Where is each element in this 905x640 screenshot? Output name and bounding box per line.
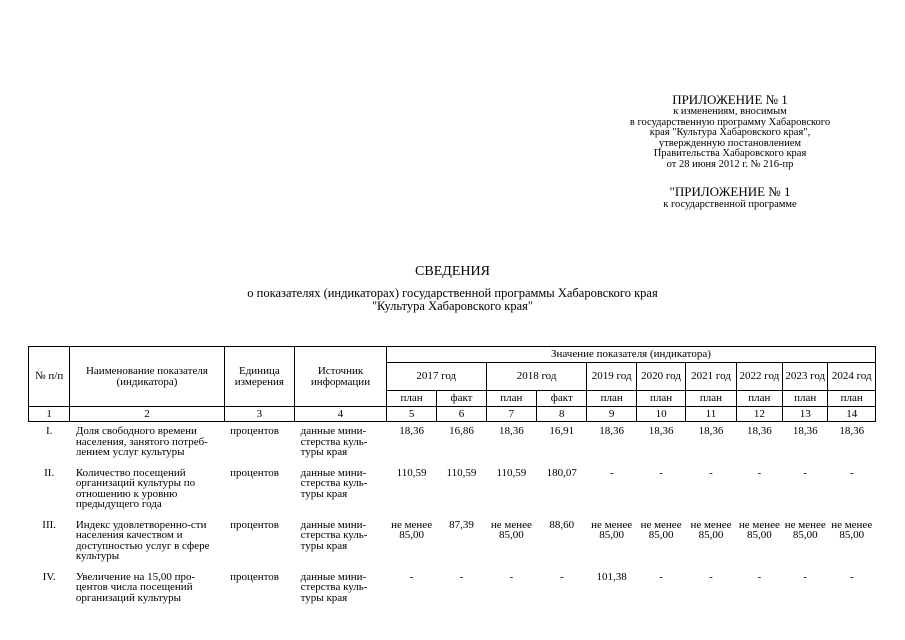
header-year-2021: 2021 год — [686, 363, 736, 391]
column-number: 13 — [783, 407, 828, 422]
appendix-line: в государственную программу Хабаровского — [629, 116, 831, 128]
header-fact: факт — [537, 391, 587, 407]
appendix-block — [600, 92, 860, 211]
value-cell: не менее 85,00 — [831, 518, 873, 541]
indicator-name: Доля свободного времени населения, занятого потреб-лением услуг культуры — [75, 425, 208, 458]
value-cell: - — [757, 466, 762, 479]
value-cell: не менее 85,00 — [591, 518, 633, 541]
unit-cell: процентов — [230, 466, 279, 479]
value-cell: 16,91 — [549, 425, 575, 437]
header-year-2023: 2023 год — [783, 363, 828, 391]
header-name: Наименование показателя (индикатора) — [70, 347, 224, 407]
value-cell: не менее 85,00 — [391, 518, 433, 541]
header-year-2020: 2020 год — [636, 363, 685, 391]
row-number: II. — [44, 466, 55, 479]
column-number-row — [29, 407, 876, 422]
column-number: 2 — [70, 407, 224, 422]
value-cell: - — [659, 570, 663, 583]
indicators-table — [28, 346, 876, 609]
subtitle-line-2: "Культура Хабаровского края" — [371, 299, 534, 313]
indicator-name: Количество посещений организаций культуры по отношению к уровню предыдущего года — [75, 466, 196, 510]
header-plan: план — [686, 391, 736, 407]
header-plan: план — [587, 391, 636, 407]
indicator-name: Индекс удовлетворенно-сти населения качеством и доступностью услуг в сфере культуры — [75, 518, 210, 562]
value-cell: 18,36 — [648, 425, 674, 437]
row-number: I. — [45, 425, 53, 437]
column-number: 6 — [437, 407, 486, 422]
value-cell: 18,36 — [599, 425, 625, 437]
source-cell: данные мини-стерства куль-туры края — [300, 425, 368, 458]
header-year-2019: 2019 год — [587, 363, 636, 391]
value-cell: 18,36 — [792, 425, 818, 437]
value-cell: - — [849, 466, 854, 479]
unit-cell: процентов — [230, 518, 279, 531]
source-cell: данные мини-стерства куль-туры края — [300, 570, 368, 604]
appendix-line: Правительства Хабаровского края — [653, 148, 807, 159]
value-cell: - — [709, 466, 713, 479]
program-appendix-title: "ПРИЛОЖЕНИЕ № 1 — [669, 184, 791, 199]
value-cell: 110,59 — [496, 466, 527, 479]
appendix-title: ПРИЛОЖЕНИЕ № 1 — [672, 92, 788, 107]
value-cell: не менее 85,00 — [490, 518, 532, 541]
appendix-line: к изменениям, вносимым — [673, 106, 787, 117]
header-source: Источник информации — [295, 347, 387, 407]
value-cell: - — [757, 570, 762, 583]
value-cell: - — [849, 570, 854, 583]
unit-cell: процентов — [230, 425, 279, 437]
value-cell: 18,36 — [839, 425, 865, 437]
appendix-line: утвержденную постановлением — [658, 137, 802, 149]
value-cell: - — [609, 466, 614, 479]
source-cell: данные мини-стерства куль-туры края — [300, 518, 368, 552]
column-number: 12 — [736, 407, 782, 422]
value-cell: - — [803, 466, 808, 479]
appendix-line: края "Культура Хабаровского края", — [649, 127, 811, 138]
header-year-2018: 2018 год — [486, 363, 587, 391]
header-year-2017: 2017 год — [386, 363, 486, 391]
subtitle-line-1: о показателях (индикаторах) государственной программы Хабаровского края — [247, 286, 658, 300]
indicator-name: Увеличение на 15,00 про-центов числа посещений организаций культуры — [75, 570, 196, 604]
header-year-2022: 2022 год — [736, 363, 782, 391]
column-number: 7 — [486, 407, 536, 422]
column-number: 8 — [537, 407, 587, 422]
value-cell: 18,36 — [698, 425, 724, 437]
header-plan: план — [736, 391, 782, 407]
header-plan: план — [636, 391, 685, 407]
value-cell: - — [709, 570, 713, 583]
column-number: 3 — [224, 407, 295, 422]
header-fact: факт — [437, 391, 486, 407]
value-cell: - — [559, 570, 564, 583]
value-cell: - — [803, 570, 808, 583]
table-row — [29, 464, 876, 516]
appendix-line: от 28 июня 2012 г. № 216-пр — [666, 158, 794, 170]
header-plan: план — [486, 391, 536, 407]
value-cell: 88,60 — [549, 518, 575, 531]
value-cell: 18,36 — [499, 425, 524, 437]
value-cell: не менее 85,00 — [784, 518, 826, 541]
row-number: III. — [42, 518, 57, 531]
value-cell: - — [509, 570, 514, 583]
header-num: № п/п — [29, 347, 70, 407]
column-number: 9 — [587, 407, 636, 422]
value-cell: 180,07 — [546, 466, 577, 479]
value-cell: 87,39 — [449, 518, 474, 531]
value-cell: не менее 85,00 — [738, 518, 780, 541]
value-cell: - — [459, 570, 464, 583]
document-subtitle — [0, 287, 905, 313]
header-plan: план — [783, 391, 828, 407]
column-number: 5 — [386, 407, 436, 422]
program-appendix-subtitle: к государственной программе — [663, 199, 797, 210]
source-cell: данные мини-стерства куль-туры края — [300, 466, 368, 500]
column-number: 10 — [636, 407, 685, 422]
value-cell: 110,59 — [396, 466, 427, 479]
row-number: IV. — [42, 570, 56, 583]
table-row — [29, 516, 876, 568]
column-number: 11 — [686, 407, 736, 422]
value-cell: 16,86 — [449, 425, 474, 437]
unit-cell: процентов — [230, 570, 279, 583]
document-title: СВЕДЕНИЯ — [415, 264, 490, 279]
column-number: 1 — [29, 407, 70, 422]
header-value-group: Значение показателя (индикатора) — [386, 347, 875, 363]
value-cell: - — [659, 466, 663, 479]
value-cell: 18,36 — [399, 425, 424, 437]
value-cell: - — [409, 570, 414, 583]
header-unit: Единица измерения — [224, 347, 295, 407]
value-cell: 110,59 — [446, 466, 477, 479]
column-number: 14 — [828, 407, 876, 422]
header-year-2024: 2024 год — [828, 363, 876, 391]
value-cell: не менее 85,00 — [640, 518, 682, 541]
header-plan: план — [386, 391, 436, 407]
value-cell: 101,38 — [596, 570, 627, 583]
header-plan: план — [828, 391, 876, 407]
table-row — [29, 422, 876, 464]
value-cell: 18,36 — [746, 425, 772, 437]
column-number: 4 — [295, 407, 387, 422]
table-row — [29, 568, 876, 610]
value-cell: не менее 85,00 — [690, 518, 732, 541]
